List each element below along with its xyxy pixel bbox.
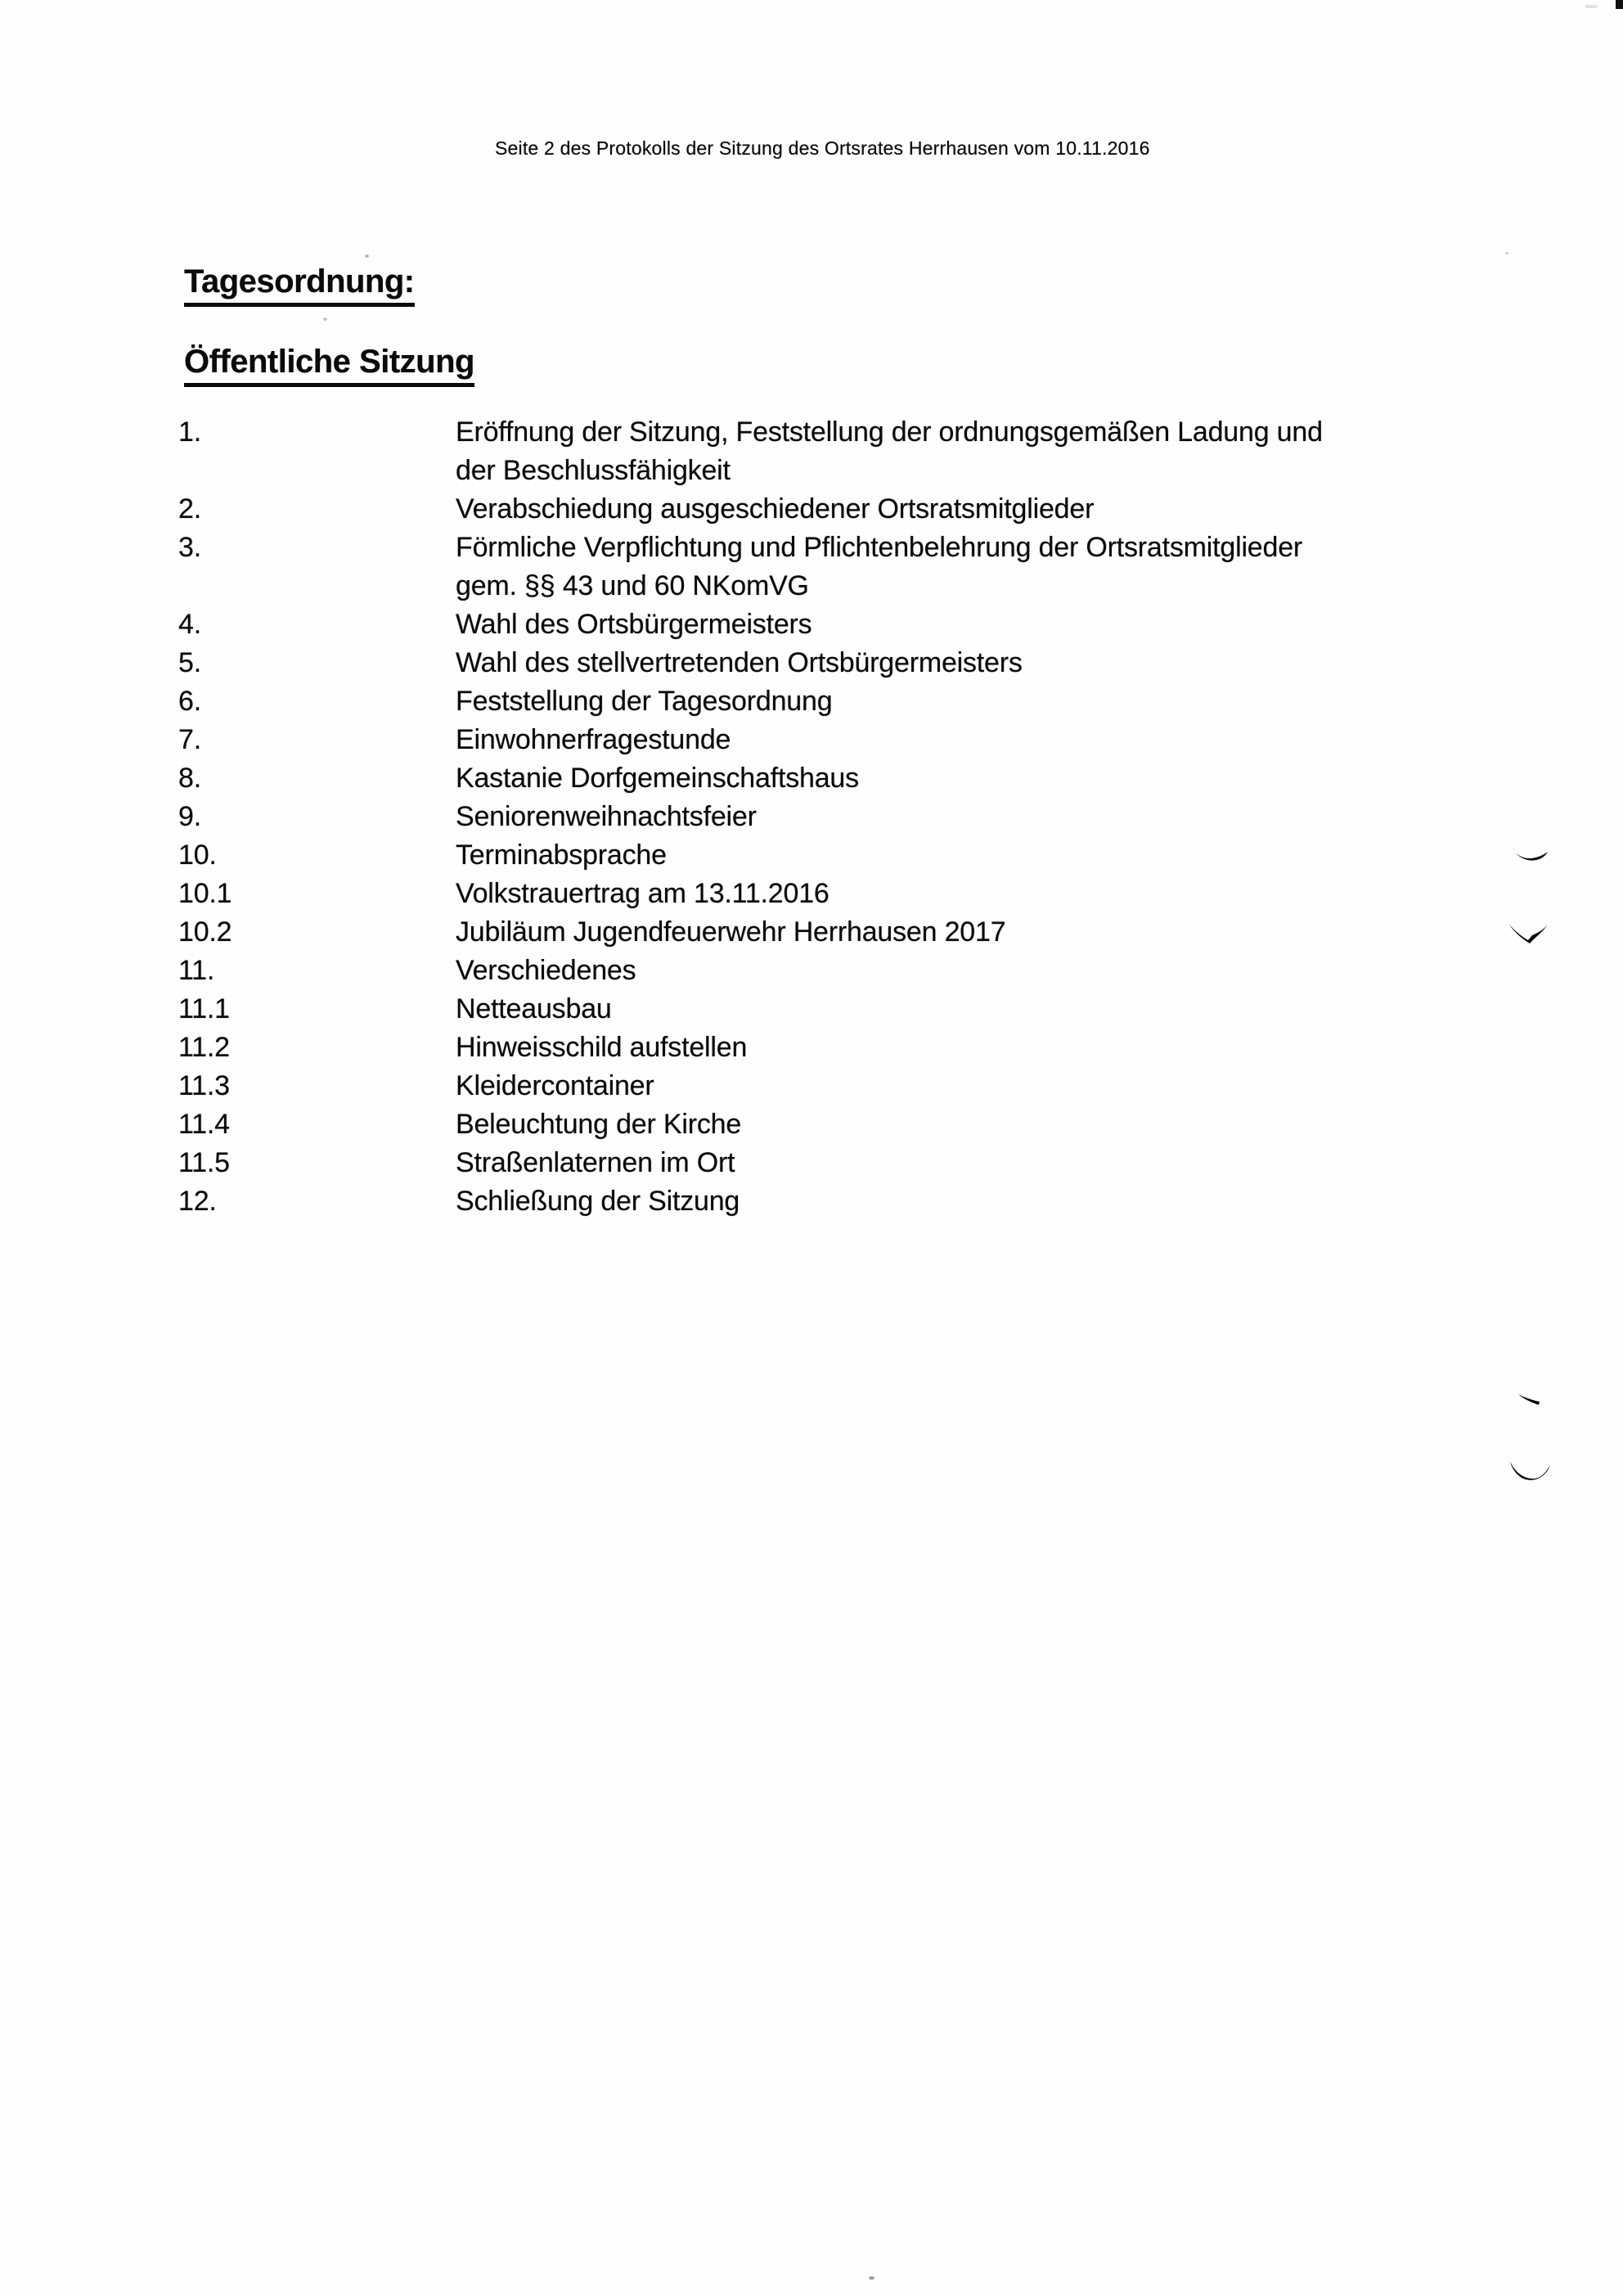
agenda-item-text: Feststellung der Tagesordnung	[456, 686, 833, 717]
agenda-item-number: 7.	[178, 724, 201, 755]
agenda-row	[0, 452, 1623, 490]
agenda-item-text: Eröffnung der Sitzung, Feststellung der ordnungsgemäßen Ladung und	[456, 416, 1323, 448]
scan-speck	[1505, 252, 1508, 254]
agenda-item-text: Terminabsprache	[456, 840, 667, 871]
scan-speck	[365, 254, 369, 258]
agenda-item-text: Hinweisschild aufstellen	[456, 1032, 748, 1063]
agenda-row	[0, 913, 1623, 952]
agenda-item-number: 5.	[178, 647, 201, 678]
scan-artifact-corner-speckle	[1585, 5, 1597, 8]
agenda-row	[0, 490, 1623, 529]
scan-speck	[869, 2276, 874, 2280]
agenda-item-number: 11.2	[178, 1032, 230, 1063]
agenda-item-number: 11.5	[178, 1147, 230, 1178]
agenda-item-text: Einwohnerfragestunde	[456, 724, 731, 755]
agenda-row	[0, 952, 1623, 990]
agenda-item-number: 11.4	[178, 1109, 230, 1140]
agenda-item-text: Kastanie Dorfgemeinschaftshaus	[456, 763, 859, 794]
agenda-item-text: Beleuchtung der Kirche	[456, 1109, 742, 1140]
agenda-row	[0, 567, 1623, 606]
agenda-row	[0, 682, 1623, 721]
agenda-item-text: Seniorenweihnachtsfeier	[456, 801, 757, 832]
agenda-item-number: 9.	[178, 801, 201, 832]
agenda-item-number: 6.	[178, 686, 201, 717]
agenda-row	[0, 529, 1623, 567]
agenda-item-text: Straßenlaternen im Ort	[456, 1147, 735, 1178]
agenda-row	[0, 1067, 1623, 1105]
agenda-item-number: 11.1	[178, 993, 230, 1024]
agenda-row	[0, 1029, 1623, 1067]
agenda-row	[0, 413, 1623, 452]
agenda-item-text: Jubiläum Jugendfeuerwehr Herrhausen 2017	[456, 916, 1006, 948]
agenda-item-number: 2.	[178, 493, 201, 524]
scan-artifact-dash-1	[1518, 1394, 1540, 1405]
agenda-row	[0, 1144, 1623, 1182]
agenda-item-text: Wahl des stellvertretenden Ortsbürgermeisters	[456, 647, 1023, 678]
agenda-item-text: Verschiedenes	[456, 955, 636, 986]
agenda-item-number: 4.	[178, 609, 201, 640]
agenda-row	[0, 606, 1623, 644]
agenda-item-number: 10.2	[178, 916, 232, 948]
agenda-item-number: 11.	[178, 955, 215, 986]
agenda-row	[0, 1182, 1623, 1221]
scan-speck	[323, 317, 327, 321]
agenda-item-text: der Beschlussfähigkeit	[456, 455, 731, 486]
agenda-item-number: 10.1	[178, 878, 232, 909]
agenda-item-number: 1.	[178, 416, 201, 448]
agenda-item-text: Verabschiedung ausgeschiedener Ortsratsmitglieder	[456, 493, 1095, 524]
section-title-tagesordnung: Tagesordnung:	[184, 263, 415, 307]
agenda-row	[0, 836, 1623, 875]
agenda-item-number: 10.	[178, 840, 217, 871]
agenda-row	[0, 875, 1623, 913]
agenda-list	[0, 413, 1623, 1221]
agenda-row	[0, 798, 1623, 836]
agenda-item-number: 8.	[178, 763, 201, 794]
agenda-item-text: Schließung der Sitzung	[456, 1186, 740, 1217]
page-header-line: Seite 2 des Protokolls der Sitzung des Ortsrates Herrhausen vom 10.11.2016	[495, 137, 1150, 159]
agenda-item-text: Kleidercontainer	[456, 1070, 654, 1101]
agenda-row	[0, 1105, 1623, 1144]
agenda-item-text: Volkstrauertrag am 13.11.2016	[456, 878, 829, 909]
agenda-item-number: 3.	[178, 532, 201, 563]
scan-artifact-crescent-2	[1510, 1461, 1550, 1480]
agenda-row	[0, 644, 1623, 682]
agenda-row	[0, 759, 1623, 798]
agenda-item-text: Förmliche Verpflichtung und Pflichtenbelehrung der Ortsratsmitglieder	[456, 532, 1303, 563]
agenda-item-number: 12.	[178, 1186, 217, 1217]
agenda-item-text: gem. §§ 43 und 60 NKomVG	[456, 570, 809, 601]
agenda-item-text: Wahl des Ortsbürgermeisters	[456, 609, 812, 640]
agenda-item-text: Netteausbau	[456, 993, 612, 1024]
agenda-item-number: 11.3	[178, 1070, 230, 1101]
scan-artifact-corner-mark	[1616, 0, 1623, 9]
agenda-row	[0, 721, 1623, 759]
agenda-row	[0, 990, 1623, 1029]
subsection-title-oeffentliche-sitzung: Öffentliche Sitzung	[184, 344, 474, 387]
